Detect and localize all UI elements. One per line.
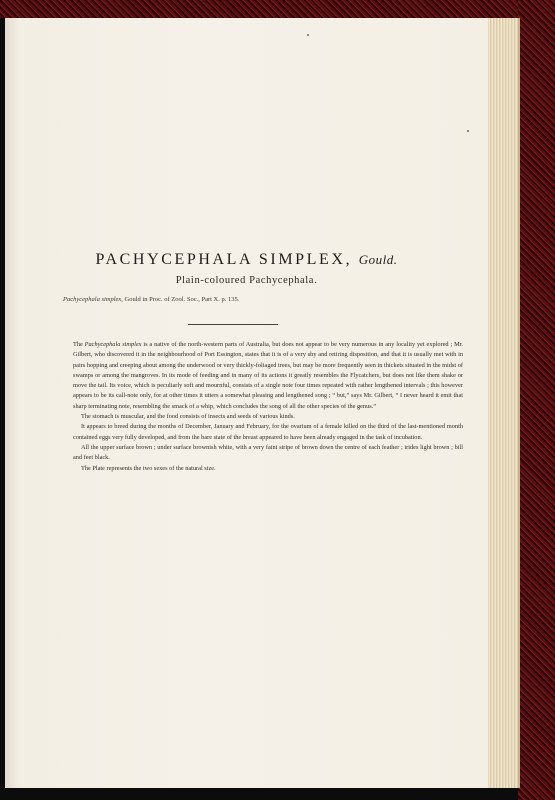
paragraph-habits bbox=[73, 340, 463, 412]
species-title: PACHYCEPHALA SIMPLEX, bbox=[95, 251, 353, 268]
page-edges bbox=[486, 18, 520, 788]
reference-line bbox=[63, 296, 463, 303]
speck-mark bbox=[307, 34, 309, 36]
paragraph-species: Pachycephala simplex bbox=[84, 341, 142, 348]
paragraph-food: The stomach is muscular, and the food consists of insects and seeds of various kinds. bbox=[81, 413, 295, 421]
reference-species: Pachycephala simplex, bbox=[63, 296, 123, 303]
binding-top-edge bbox=[0, 0, 555, 18]
common-name: Plain-coloured Pachycephala. bbox=[175, 275, 318, 286]
paragraph-plate: The Plate represents the two sexes of the natural size. bbox=[81, 464, 216, 472]
page-title bbox=[5, 251, 488, 269]
paragraph-lead: The bbox=[73, 341, 83, 348]
divider-rule bbox=[188, 324, 278, 325]
description-text bbox=[73, 340, 463, 474]
speck-mark bbox=[467, 130, 469, 132]
reference-citation: Gould in Proc. of Zool. Soc., Part X. p. 135. bbox=[124, 296, 240, 303]
book-page bbox=[5, 18, 488, 788]
paragraph-habits-text: is a native of the north-western parts of Australia, but does not appear to be very numerous in any locality yet explored ; Mr. Gilbert, who discovered it in the neighbourhood of Port Essington, states that it is of a very shy and retiring disposition, and that it is usually met with in pairs hopping and creeping about among the underwood or very thickly-foliaged trees, but may be more frequently seen in thickets situated in the midst of swamps or among the mangroves. In its mode of feeding and in many of its actions it greatly resembles the Flycatchers, but does not like them shake or move the tail. Its voice, which is peculiarly soft and mournful, consists of a single note four times repeated with rather lengthened intervals ; this however appears to be its call-note only, for at other times it utters a somewhat pleasing and lengthened song ; “ but,” says Mr. Gilbert, “ I never heard it emit that sharp terminating note, resembling the smack of a whip, which concludes the song of all the other species of the genus.” bbox=[73, 341, 463, 410]
binding-spine-edge bbox=[518, 0, 555, 800]
paragraph-plumage: All the upper surface brown ; under surface brownish white, with a very faint stripe of brown down the centre of each feather ; irides light brown ; bill and feet black. bbox=[73, 443, 463, 462]
title-author: Gould. bbox=[358, 252, 398, 267]
paragraph-breeding: It appears to breed during the months of December, January and February, for the ovarium of a female killed on the third of the last-mentioned month contained eggs very fully developed, and from the bare state of the breast appeared to have been already engaged in the task of incubation. bbox=[73, 423, 463, 441]
